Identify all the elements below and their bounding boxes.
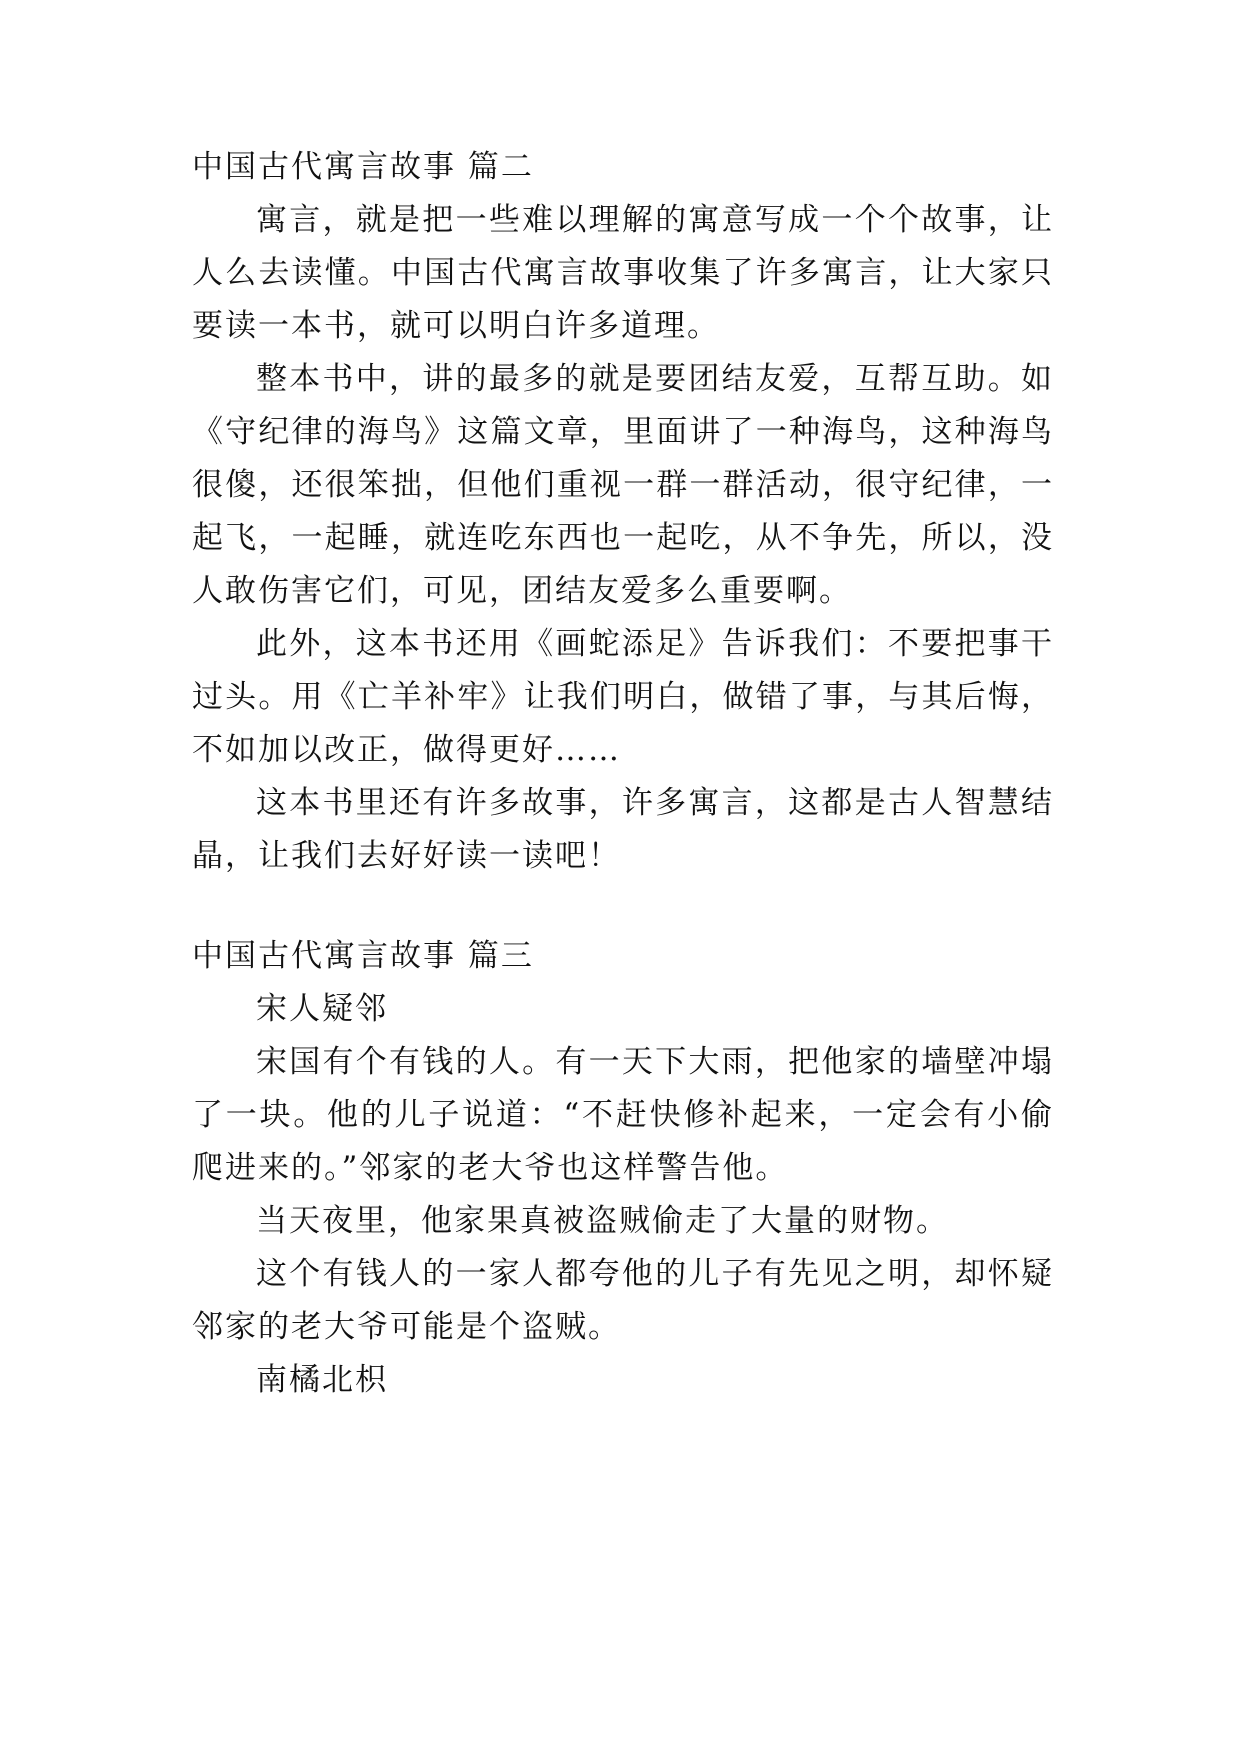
story-title: 南橘北枳 bbox=[256, 1362, 388, 1398]
story-title: 宋人疑邻 bbox=[256, 991, 388, 1027]
paragraph-line: 要读一本书，就可以明白许多道理。 bbox=[192, 308, 720, 344]
paragraph-line: 《守纪律的海鸟》这篇文章，里面讲了一种海鸟，这种海鸟 bbox=[192, 414, 1052, 450]
paragraph-line: 当天夜里，他家果真被盗贼偷走了大量的财物。 bbox=[256, 1203, 949, 1239]
paragraph-line: 起飞，一起睡，就连吃东西也一起吃，从不争先，所以，没 bbox=[192, 520, 1052, 556]
paragraph-line: 此外，这本书还用《画蛇添足》告诉我们：不要把事干 bbox=[256, 626, 1052, 662]
paragraph-line: 邻家的老大爷可能是个盗贼。 bbox=[192, 1309, 621, 1345]
paragraph-line: 这本书里还有许多故事，许多寓言，这都是古人智慧结 bbox=[256, 785, 1052, 821]
paragraph-line: 整本书中，讲的最多的就是要团结友爱，互帮互助。如 bbox=[256, 361, 1052, 397]
section-heading: 中国古代寓言故事 篇三 bbox=[192, 938, 534, 974]
paragraph-line: 晶，让我们去好好读一读吧！ bbox=[192, 838, 621, 874]
paragraph-line: 人敢伤害它们，可见，团结友爱多么重要啊。 bbox=[192, 573, 852, 609]
paragraph-line: 人么去读懂。中国古代寓言故事收集了许多寓言，让大家只 bbox=[192, 255, 1052, 291]
paragraph-line: 很傻，还很笨拙，但他们重视一群一群活动，很守纪律，一 bbox=[192, 467, 1052, 503]
paragraph-line: 这个有钱人的一家人都夸他的儿子有先见之明，却怀疑 bbox=[256, 1256, 1052, 1292]
paragraph-line: 不如加以改正，做得更好…… bbox=[192, 732, 621, 768]
section-heading: 中国古代寓言故事 篇二 bbox=[192, 149, 534, 185]
paragraph-line: 过头。用《亡羊补牢》让我们明白，做错了事，与其后悔， bbox=[192, 679, 1052, 715]
paragraph-line: 爬进来的。”邻家的老大爷也这样警告他。 bbox=[192, 1150, 789, 1186]
paragraph-line: 了一块。他的儿子说道：“不赶快修补起来，一定会有小偷 bbox=[192, 1097, 1052, 1133]
paragraph-line: 宋国有个有钱的人。有一天下大雨，把他家的墙壁冲塌 bbox=[256, 1044, 1052, 1080]
paragraph-line: 寓言，就是把一些难以理解的寓意写成一个个故事，让 bbox=[256, 202, 1052, 238]
